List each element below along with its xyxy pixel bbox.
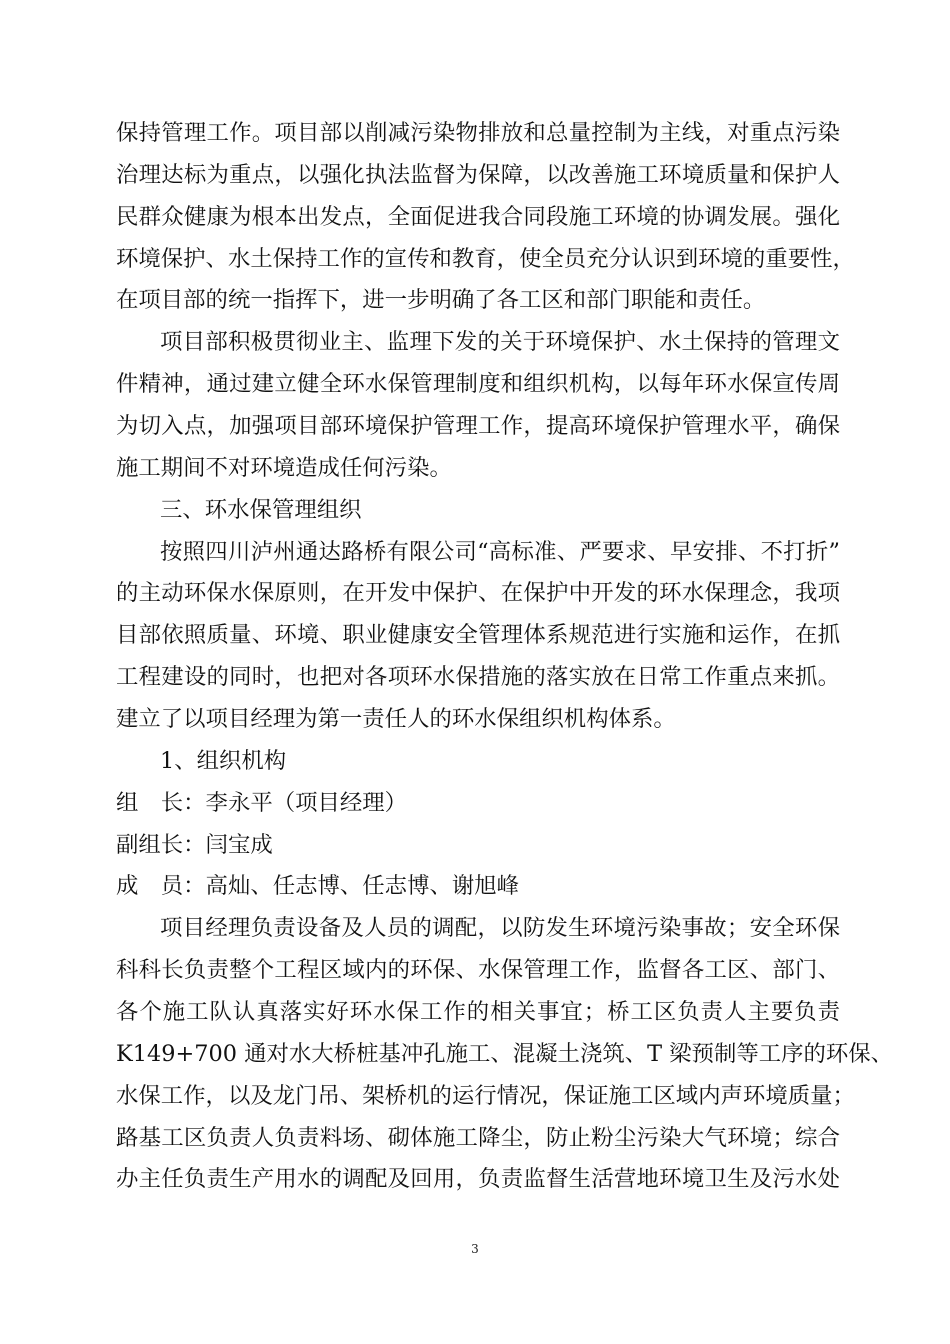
paragraph-line: 目部依照质量、环境、职业健康安全管理体系规范进行实施和运作，在抓 — [116, 622, 840, 648]
member-line: 副组长：闫宝成 — [116, 832, 273, 858]
member-line: 成 员：高灿、任志博、任志博、谢旭峰 — [116, 873, 520, 899]
paragraph-line: 项目部积极贯彻业主、监理下发的关于环境保护、水土保持的管理文 — [160, 329, 840, 355]
paragraph-line: 件精神，通过建立健全环水保管理制度和组织机构，以每年环水保宣传周 — [116, 371, 840, 397]
paragraph-line: 办主任负责生产用水的调配及回用，负责监督生活营地环境卫生及污水处 — [116, 1166, 840, 1192]
page-number: 3 — [471, 1242, 479, 1256]
paragraph-line: 工程建设的同时，也把对各项环水保措施的落实放在日常工作重点来抓。 — [116, 664, 840, 690]
paragraph-line: 的主动环保水保原则，在开发中保护、在保护中开发的环水保理念，我项 — [116, 580, 840, 606]
paragraph-line: 按照四川泸州通达路桥有限公司“高标准、严要求、早安排、不打折” — [160, 539, 840, 565]
paragraph-line: 民群众健康为根本出发点，全面促进我合同段施工环境的协调发展。强化 — [116, 204, 840, 230]
member-line: 组 长：李永平（项目经理） — [116, 790, 408, 816]
paragraph-line: 在项目部的统一指挥下，进一步明确了各工区和部门职能和责任。 — [116, 287, 766, 313]
paragraph-line: 为切入点，加强项目部环境保护管理工作，提高环境保护管理水平，确保 — [116, 413, 840, 439]
paragraph-line: 施工期间不对环境造成任何污染。 — [116, 455, 452, 481]
paragraph-line: 各个施工队认真落实好环水保工作的相关事宜；桥工区负责人主要负责 — [116, 999, 840, 1025]
paragraph-line: 路基工区负责人负责料场、砌体施工降尘，防止粉尘污染大气环境；综合 — [116, 1125, 840, 1151]
paragraph-line: 保持管理工作。项目部以削减污染物排放和总量控制为主线，对重点污染 — [116, 120, 840, 146]
paragraph-line: K149+700 通对水大桥桩基冲孔施工、混凝土浇筑、T 梁预制等工序的环保、 — [116, 1041, 894, 1067]
paragraph-line: 科科长负责整个工程区域内的环保、水保管理工作，监督各工区、部门、 — [116, 957, 840, 983]
paragraph-line: 环境保护、水土保持工作的宣传和教育，使全员充分认识到环境的重要性， — [116, 246, 855, 272]
section-heading: 三、环水保管理组织 — [160, 497, 362, 523]
paragraph-line: 治理达标为重点，以强化执法监督为保障，以改善施工环境质量和保护人 — [116, 162, 840, 188]
paragraph-line: 建立了以项目经理为第一责任人的环水保组织机构体系。 — [116, 706, 676, 732]
subsection-heading: 1、组织机构 — [160, 748, 287, 774]
paragraph-line: 水保工作，以及龙门吊、架桥机的运行情况，保证施工区域内声环境质量； — [116, 1083, 855, 1109]
paragraph-line: 项目经理负责设备及人员的调配，以防发生环境污染事故；安全环保 — [160, 915, 840, 941]
